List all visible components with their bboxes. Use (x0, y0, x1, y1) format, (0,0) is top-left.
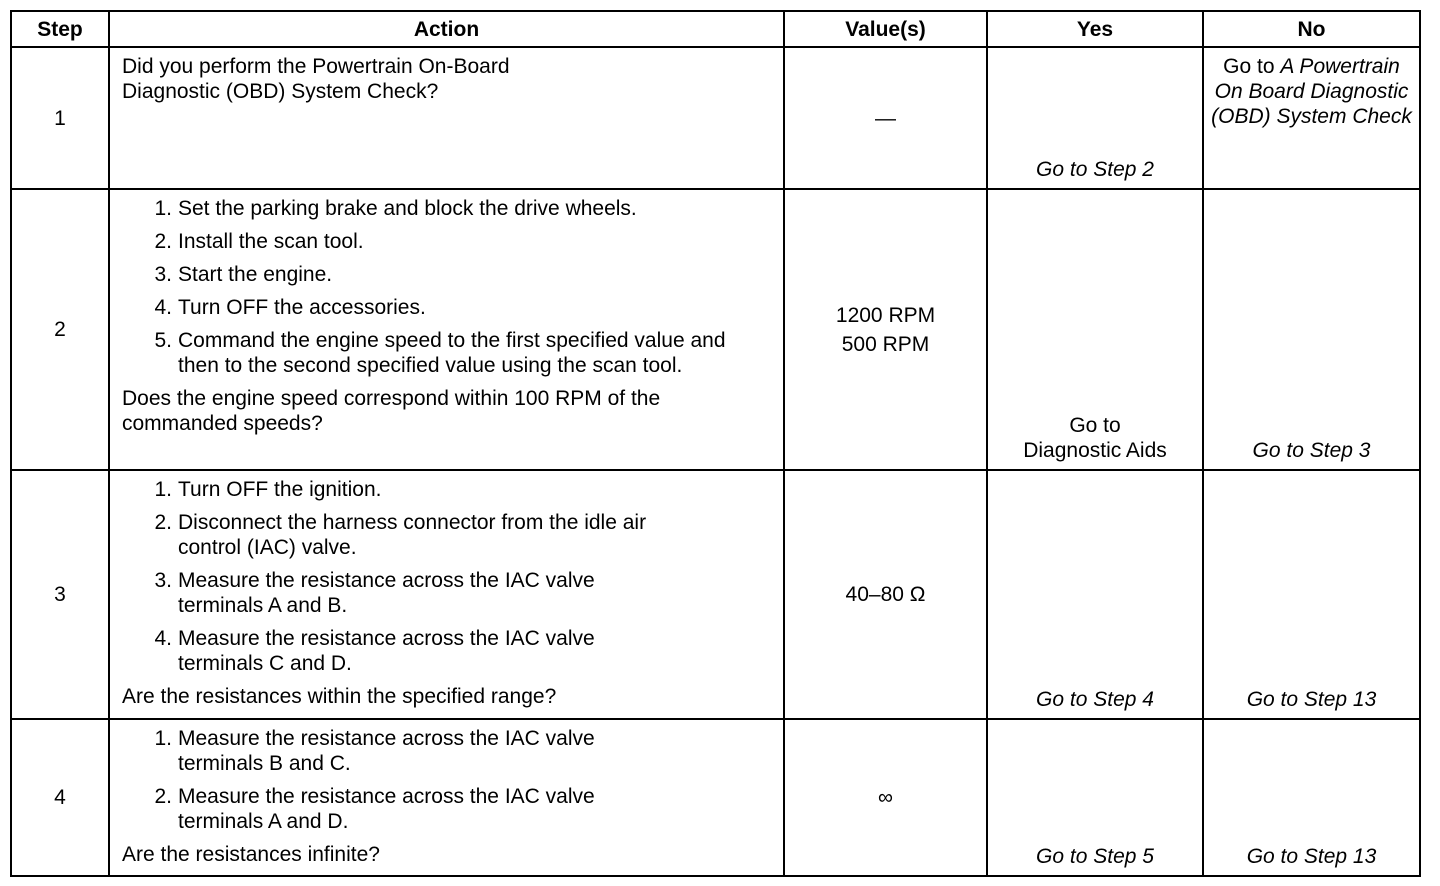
header-row (11, 11, 1420, 47)
action-question: Are the resistances within the specified range? (122, 685, 557, 708)
header-action: Action (109, 11, 784, 47)
list-item: 2. Install the scan tool. (154, 230, 364, 253)
diagnostic-table (10, 10, 1421, 877)
action-question: Are the resistances infinite? (122, 843, 380, 866)
header-values: Value(s) (784, 11, 987, 47)
step-number: 2 (11, 189, 109, 470)
action-cell (109, 470, 784, 719)
header-no: No (1203, 11, 1420, 47)
yes-link[interactable]: Go to Step 4 (1036, 688, 1154, 711)
yes-link[interactable]: Diagnostic Aids (1023, 439, 1167, 462)
list-item: 5. Command the engine speed to the first specified value and then to the second specified value using the scan tool. (154, 329, 726, 377)
no-prefix: Go to (1223, 55, 1281, 78)
no-link[interactable]: A Powertrain On Board Diagnostic (OBD) System Check (1211, 55, 1412, 128)
no-cell[interactable] (1203, 470, 1420, 719)
step-number: 3 (11, 470, 109, 719)
no-link[interactable]: Go to Step 3 (1252, 439, 1371, 462)
table-row-step-3 (11, 470, 1420, 719)
values-cell (784, 189, 987, 470)
table-row-step-2 (11, 189, 1420, 470)
action-cell (109, 47, 784, 189)
value-line: — (875, 106, 896, 130)
action-question: Does the engine speed correspond within 100 RPM of the commanded speeds? (122, 387, 661, 435)
list-item: 3. Measure the resistance across the IAC valve terminals A and B. (154, 569, 595, 617)
header-step: Step (11, 11, 109, 47)
no-cell[interactable] (1203, 189, 1420, 470)
value-line: 1200 RPM (835, 303, 936, 327)
list-item: 3. Start the engine. (154, 263, 333, 286)
action-intro: Did you perform the Powertrain On-Board Diagnostic (OBD) System Check? (122, 55, 510, 103)
action-step-list (122, 196, 775, 378)
no-link[interactable]: Go to Step 13 (1246, 688, 1377, 711)
values-cell (784, 719, 987, 876)
yes-cell[interactable] (987, 47, 1203, 189)
no-cell[interactable] (1203, 719, 1420, 876)
value-line: 500 RPM (841, 332, 930, 356)
yes-prefix: Go to (1069, 414, 1121, 437)
list-item: 2. Disconnect the harness connector from the idle air control (IAC) valve. (154, 511, 647, 559)
values-cell (784, 47, 987, 189)
table-row-step-1 (11, 47, 1420, 189)
list-item: 1. Set the parking brake and block the drive wheels. (154, 197, 637, 220)
no-cell[interactable] (1203, 47, 1420, 189)
value-line: ∞ (878, 786, 893, 809)
list-item: 4. Measure the resistance across the IAC valve terminals C and D. (154, 627, 595, 675)
yes-cell[interactable] (987, 189, 1203, 470)
table-row-step-4 (11, 719, 1420, 876)
header-yes: Yes (987, 11, 1203, 47)
yes-cell[interactable] (987, 470, 1203, 719)
step-number: 1 (11, 47, 109, 189)
values-cell (784, 470, 987, 719)
action-step-list (122, 726, 775, 834)
list-item: 4. Turn OFF the accessories. (154, 296, 426, 319)
action-cell (109, 189, 784, 470)
action-cell (109, 719, 784, 876)
no-link[interactable]: Go to Step 13 (1246, 845, 1377, 868)
list-item: 2. Measure the resistance across the IAC valve terminals A and D. (154, 785, 595, 833)
value-line: 40–80 Ω (845, 583, 926, 606)
yes-cell[interactable] (987, 719, 1203, 876)
list-item: 1. Turn OFF the ignition. (154, 478, 382, 501)
list-item: 1. Measure the resistance across the IAC valve terminals B and C. (154, 727, 595, 775)
action-step-list (122, 477, 775, 676)
yes-link[interactable]: Go to Step 5 (1036, 845, 1154, 868)
step-number: 4 (11, 719, 109, 876)
yes-link[interactable]: Go to Step 2 (1036, 158, 1154, 181)
